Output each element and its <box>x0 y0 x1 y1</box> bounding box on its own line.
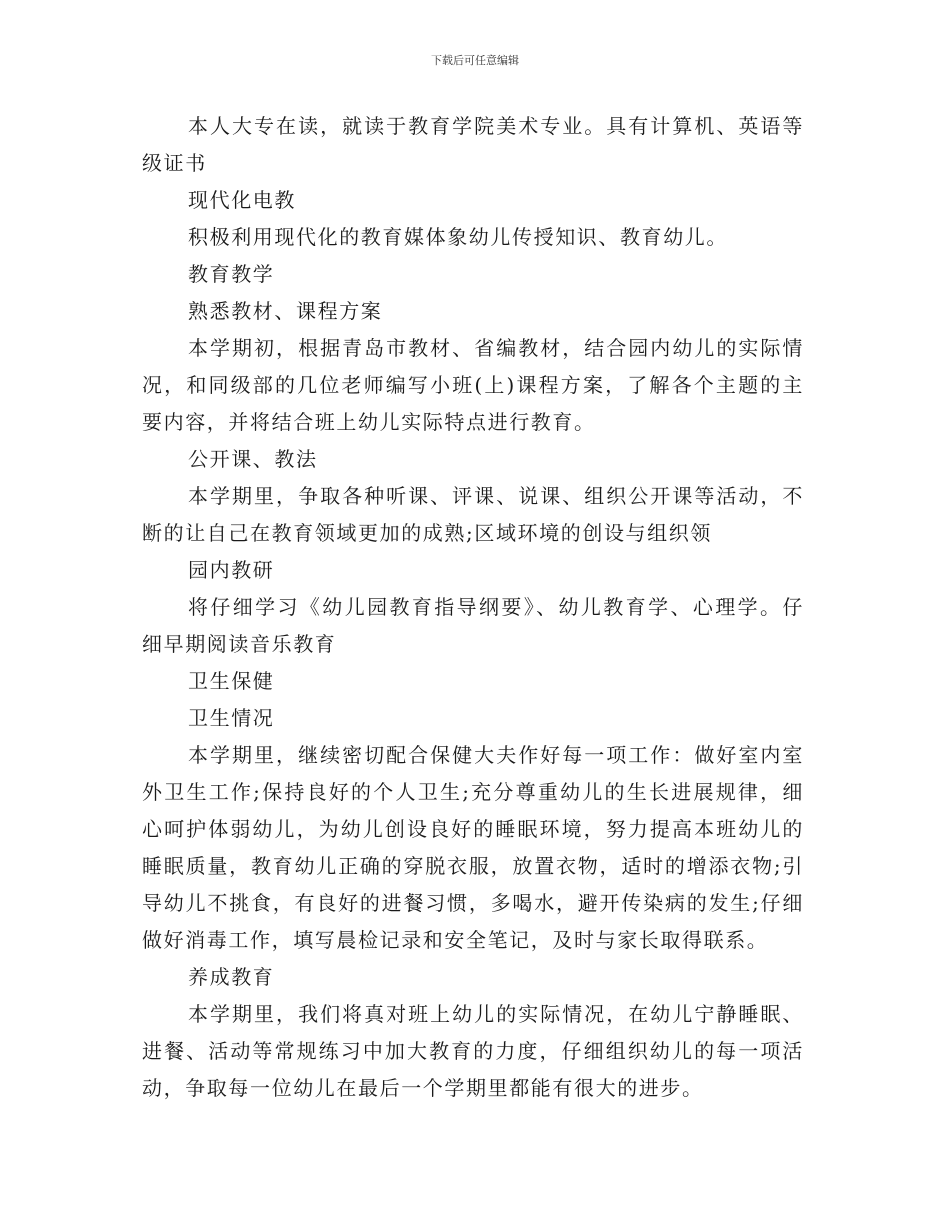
paragraph-modern-media: 积极利用现代化的教育媒体象幼儿传授知识、教育幼儿。 <box>188 225 728 249</box>
paragraph-hygiene: 本学期里，继续密切配合保健大夫作好每一项工作：做好室内室外卫生工作;保持良好的个人卫生;充分尊重幼儿的生长进展规律，细心呵护体弱幼儿，为幼儿创设良好的睡眠环境，努力提高本班幼儿的睡眠质量，教育幼儿正确的穿脱衣服，放置衣物，适时的增添衣物;引导幼儿不挑食，有良好的进餐习惯，多喝水，避开传染病的发生;仔细做好消毒工作，填写晨检记录和安全笔记，及时与家长取得联系。 <box>142 743 804 952</box>
paragraph-semester-start: 本学期初，根据青岛市教材、省编教材，结合园内幼儿的实际情况，和同级部的几位老师编写小班(上)课程方案，了解各个主题的主要内容，并将结合班上幼儿实际特点进行教育。 <box>142 336 804 434</box>
page-header: 下载后可任意编辑 <box>431 54 519 67</box>
heading-hygiene: 卫生情况 <box>188 706 275 730</box>
paragraph-qualifications: 本人大专在读，就读于教育学院美术专业。具有计算机、英语等级证书 <box>142 114 804 175</box>
document-body <box>142 108 804 1107</box>
heading-habit-education: 养成教育 <box>188 965 275 989</box>
paragraph-research: 将仔细学习《幼儿园教育指导纲要》、幼儿教育学、心理学。仔细早期阅读音乐教育 <box>142 595 804 656</box>
heading-education-teaching: 教育教学 <box>188 262 275 286</box>
heading-modern-av-education: 现代化电教 <box>188 188 296 212</box>
heading-health-care: 卫生保健 <box>188 669 275 693</box>
heading-open-class-methods: 公开课、教法 <box>188 447 318 471</box>
heading-textbooks-curriculum: 熟悉教材、课程方案 <box>188 299 383 323</box>
heading-kindergarten-research: 园内教研 <box>188 558 275 582</box>
paragraph-open-class: 本学期里，争取各种听课、评课、说课、组织公开课等活动，不断的让自己在教育领域更加的成熟;区域环境的创设与组织领 <box>142 484 804 545</box>
paragraph-habit-education: 本学期里，我们将真对班上幼儿的实际情况，在幼儿宁静睡眠、进餐、活动等常规练习中加大教育的力度，仔细组织幼儿的每一项活动，争取每一位幼儿在最后一个学期里都能有很大的进步。 <box>142 1002 804 1100</box>
